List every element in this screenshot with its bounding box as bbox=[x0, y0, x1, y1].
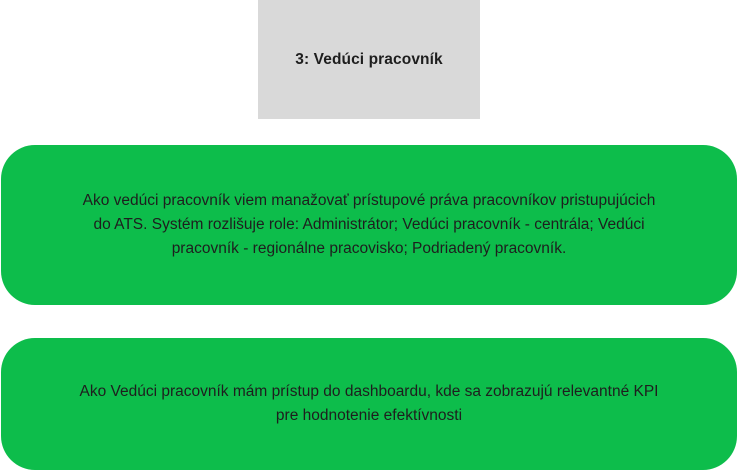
story-line: Ako Vedúci pracovník mám prístup do dashboardu, kde sa zobrazujú relevantné KPI bbox=[79, 383, 659, 400]
user-story-card-access-rights bbox=[1, 145, 737, 305]
role-title: 3: Vedúci pracovník bbox=[295, 50, 443, 68]
user-story-card-dashboard bbox=[1, 338, 737, 470]
story-line: Ako vedúci pracovník viem manažovať prístupové práva pracovníkov pristupujúcich bbox=[82, 192, 656, 209]
role-header-box bbox=[258, 0, 480, 119]
user-story-text bbox=[83, 189, 656, 261]
story-line: do ATS. Systém rozlišuje role: Administrátor; Vedúci pracovník - centrála; Vedúci bbox=[93, 216, 645, 233]
story-line: pre hodnotenie efektívnosti bbox=[275, 407, 463, 424]
user-story-text bbox=[79, 380, 658, 428]
story-line: pracovník - regionálne pracovisko; Podriadený pracovník. bbox=[171, 240, 567, 257]
